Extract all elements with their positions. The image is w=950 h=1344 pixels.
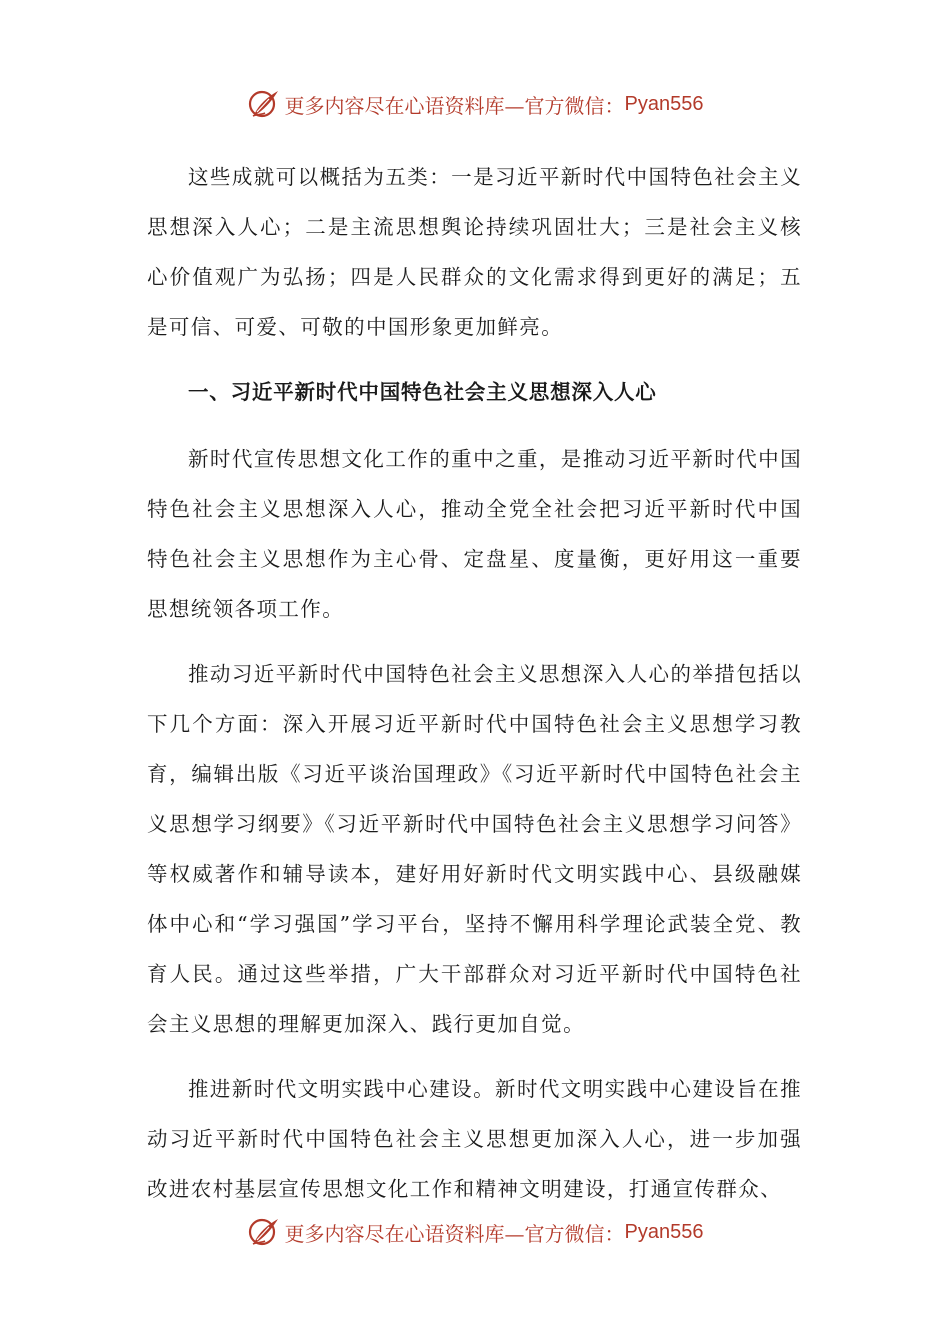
quill-logo-icon xyxy=(247,87,281,121)
watermark-text: 更多内容尽在心语资料库—官方微信： xyxy=(284,93,625,118)
quill-logo-icon xyxy=(247,1215,281,1249)
document-body xyxy=(147,152,802,1229)
intro-paragraph: 这些成就可以概括为五类：一是习近平新时代中国特色社会主义思想深入人心；二是主流思想舆论持续巩固壮大；三是社会主义核心价值观广为弘扬；四是人民群众的文化需求得到更好的满足；五是可信、可爱、可敬的中国形象更加鲜亮。 xyxy=(147,165,802,339)
footer-watermark xyxy=(0,1212,950,1252)
paragraph-2: 推动习近平新时代中国特色社会主义思想深入人心的举措包括以下几个方面：深入开展习近平新时代中国特色社会主义思想学习教育，编辑出版《习近平谈治国理政》《习近平新时代中国特色社会主义思想学习纲要》《习近平新时代中国特色社会主义思想学习问答》等权威著作和辅导读本，建好用好新时代文明实践中心、县级融媒体中心和“学习强国”学习平台，坚持不懈用科学理论武装全党、教育人民。通过这些举措，广大干部群众对习近平新时代中国特色社会主义思想的理解更加深入、践行更加自觉。 xyxy=(147,662,802,1036)
paragraph-3: 推进新时代文明实践中心建设。新时代文明实践中心建设旨在推动习近平新时代中国特色社会主义思想更加深入人心，进一步加强改进农村基层宣传思想文化工作和精神文明建设，打通宣传群众、 xyxy=(147,1077,802,1201)
watermark-text: 更多内容尽在心语资料库—官方微信： xyxy=(284,1221,625,1246)
paragraph-1: 新时代宣传思想文化工作的重中之重，是推动习近平新时代中国特色社会主义思想深入人心，推动全党全社会把习近平新时代中国特色社会主义思想作为主心骨、定盘星、度量衡，更好用这一重要思想统领各项工作。 xyxy=(147,447,802,621)
watermark-wechat-id: Pyan556 xyxy=(624,92,704,115)
header-watermark xyxy=(0,84,950,124)
watermark-wechat-id: Pyan556 xyxy=(624,1220,704,1243)
section-heading: 一、习近平新时代中国特色社会主义思想深入人心 xyxy=(188,380,657,404)
